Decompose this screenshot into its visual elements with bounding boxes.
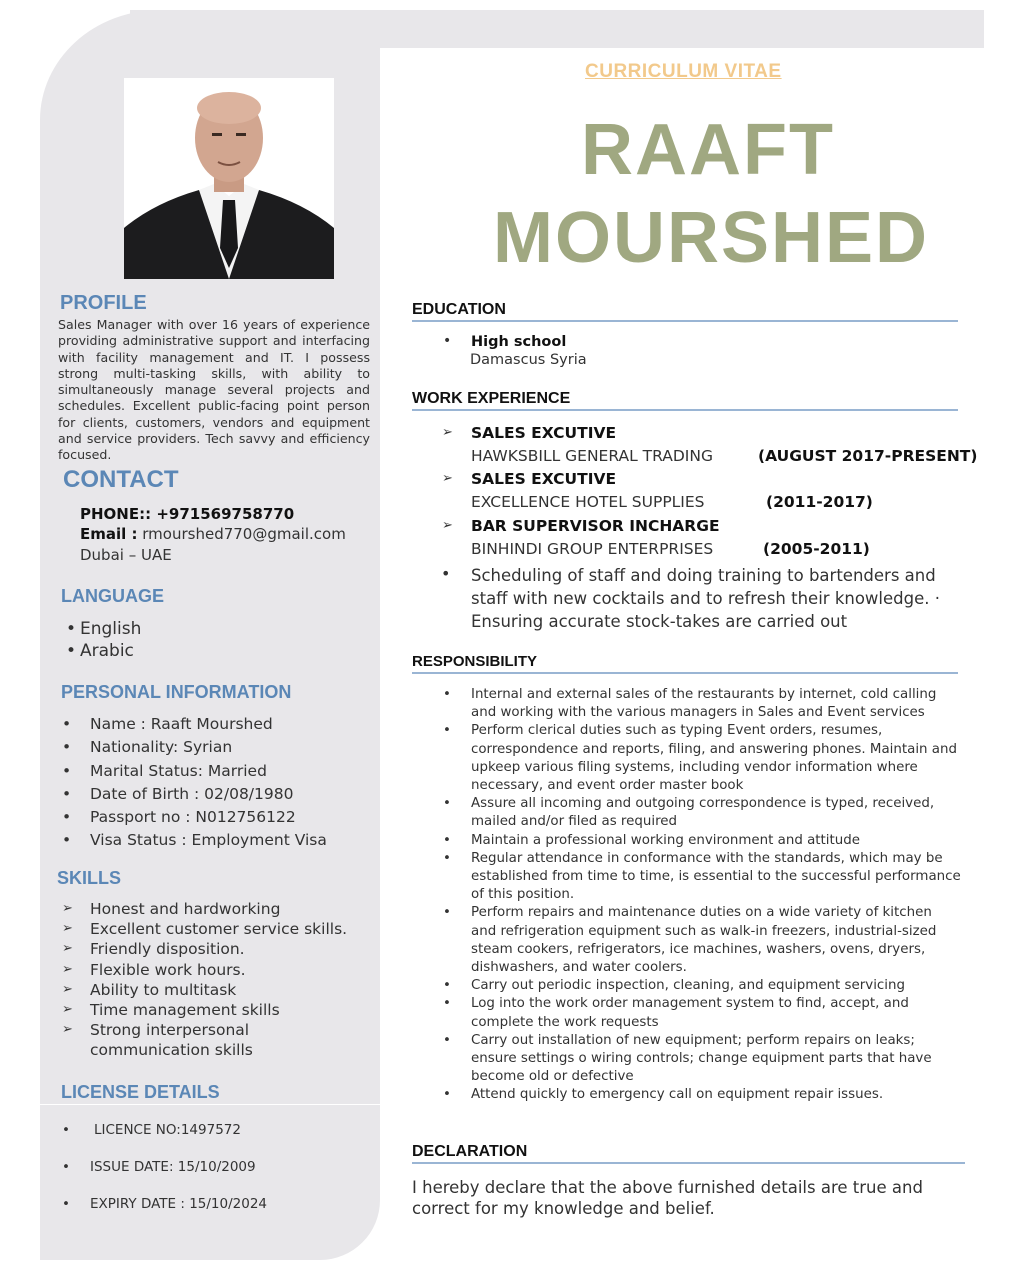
profile-title: PROFILE	[60, 292, 147, 314]
job-role: SALES EXCUTIVE	[471, 424, 617, 442]
skill-item: ➢ Strong interpersonal communication skills	[90, 1020, 270, 1060]
arrow-icon: ➢	[442, 425, 453, 440]
work-note-line: Scheduling of staff and doing training to bartenders and	[471, 566, 936, 585]
skill-item: ➢ Flexible work hours.	[90, 960, 360, 980]
language-list	[80, 618, 141, 662]
skill-item: ➢ Ability to multitask	[90, 980, 360, 1000]
job-period: (AUGUST 2017-PRESENT)	[758, 447, 978, 465]
personal-visa: • Visa Status : Employment Visa	[90, 829, 327, 852]
responsibility-item: • Carry out periodic inspection, cleaning, and equipment servicing	[471, 977, 961, 995]
education-place: Damascus Syria	[470, 352, 587, 368]
responsibility-title: RESPONSIBILITY	[412, 653, 538, 670]
personal-list	[90, 713, 327, 853]
responsibility-item: • Carry out installation of new equipment; perform repairs on leaks; ensure settings o wiring controls; change equipment parts that have become old or defective	[471, 1032, 961, 1087]
cv-label: CURRICULUM VITAE	[585, 61, 782, 82]
first-name: RAAFT	[581, 110, 835, 190]
last-name: MOURSHED	[493, 198, 930, 278]
contact-phone: PHONE:: +971569758770	[80, 505, 295, 523]
personal-title: PERSONAL INFORMATION	[61, 682, 292, 702]
responsibility-item: • Assure all incoming and outgoing correspondence is typed, received, mailed and/or filed as required	[471, 795, 961, 831]
license-issue-date: • ISSUE DATE: 15/10/2009	[90, 1149, 267, 1186]
responsibility-item: • Maintain a professional working environment and attitude	[471, 832, 961, 850]
declaration-rule	[412, 1162, 965, 1164]
job-role: BAR SUPERVISOR INCHARGE	[471, 517, 720, 535]
contact-email	[80, 525, 346, 543]
skill-item: ➢ Friendly disposition.	[90, 939, 360, 959]
email-label: Email :	[80, 525, 138, 543]
work-rule	[412, 409, 958, 411]
work-title: WORK EXPERIENCE	[412, 390, 571, 407]
job-company: HAWKSBILL GENERAL TRADING	[471, 447, 713, 465]
language-title: LANGUAGE	[61, 586, 164, 606]
job-period: (2011-2017)	[766, 493, 873, 511]
education-title: EDUCATION	[412, 301, 506, 318]
responsibility-item: • Regular attendance in conformance with the standards, which may be established from time to time, is essential to the successful performance of this position.	[471, 850, 961, 905]
language-item: • Arabic	[80, 640, 141, 662]
declaration-title: DECLARATION	[412, 1143, 528, 1160]
portrait-image	[124, 78, 334, 279]
job-period: (2005-2011)	[763, 540, 870, 558]
skills-title: SKILLS	[57, 868, 122, 888]
skill-item: ➢ Honest and hardworking	[90, 899, 360, 919]
skills-list	[90, 899, 360, 1061]
language-item: • English	[80, 618, 141, 640]
email-value: rmourshed770@gmail.com	[137, 525, 346, 543]
contact-location: Dubai – UAE	[80, 546, 172, 564]
personal-passport: • Passport no : N012756122	[90, 806, 327, 829]
education-rule	[412, 320, 958, 322]
responsibility-item: • Attend quickly to emergency call on equipment repair issues.	[471, 1086, 961, 1104]
job-company: BINHINDI GROUP ENTERPRISES	[471, 540, 714, 558]
responsibility-item: • Perform repairs and maintenance duties on a wide variety of kitchen and refrigeration equipment such as walk-in freezers, industrial-sized steam cookers, refrigerators, ice machines, washers, ovens, dryers, dishwashers, and water coolers.	[471, 904, 961, 977]
arrow-icon: ➢	[442, 518, 453, 533]
skill-item: ➢ Time management skills	[90, 1000, 360, 1020]
education-degree: High school	[471, 334, 567, 350]
work-note-bullet: •	[441, 564, 451, 583]
license-expiry-date: • EXPIRY DATE : 15/10/2024	[90, 1186, 267, 1223]
job-company: EXCELLENCE HOTEL SUPPLIES	[471, 493, 705, 511]
responsibility-item: • Log into the work order management system to find, accept, and complete the work requests	[471, 995, 961, 1031]
personal-marital-status: • Marital Status: Married	[90, 760, 327, 783]
personal-nationality: • Nationality: Syrian	[90, 736, 327, 759]
contact-title: CONTACT	[63, 466, 179, 493]
work-note	[471, 564, 940, 633]
header-curve	[380, 48, 440, 108]
job-role: SALES EXCUTIVE	[471, 470, 617, 488]
skill-item: ➢ Excellent customer service skills.	[90, 919, 360, 939]
work-note-line: Ensuring accurate stock-takes are carried out	[471, 612, 848, 631]
license-title: LICENSE DETAILS	[61, 1082, 220, 1102]
responsibility-item: • Perform clerical duties such as typing Event orders, resumes, correspondence and reports, filing, and answering phones. Maintain and upkeep various filing systems, including vendor information where necessary, and event order master book	[471, 722, 961, 795]
profile-photo	[124, 78, 334, 279]
arrow-icon: ➢	[442, 471, 453, 486]
work-note-line: staff with new cocktails and to refresh their knowledge. ·	[471, 589, 940, 608]
license-number: • LICENCE NO:1497572	[90, 1112, 267, 1149]
education-bullet: •	[443, 333, 452, 349]
declaration-text: I hereby declare that the above furnished details are true and correct for my knowledge and belief.	[412, 1178, 923, 1218]
license-list	[90, 1112, 267, 1223]
license-divider	[40, 1104, 380, 1105]
personal-dob: • Date of Birth : 02/08/1980	[90, 783, 327, 806]
profile-text: Sales Manager with over 16 years of experience providing administrative support and interfacing with facility management and IT. I possess strong multi-tasking skills, with ability to simultaneously manage several projects and schedules. Excellent public-facing point person for clients, customers, vendors and equipment and service providers. Tech savvy and efficiency focused.	[58, 317, 370, 463]
responsibility-rule	[412, 672, 958, 674]
responsibility-item: • Internal and external sales of the restaurants by internet, cold calling and working with the various managers in Sales and Event services	[471, 686, 961, 722]
personal-name: • Name : Raaft Mourshed	[90, 713, 327, 736]
responsibility-list	[471, 686, 961, 1105]
